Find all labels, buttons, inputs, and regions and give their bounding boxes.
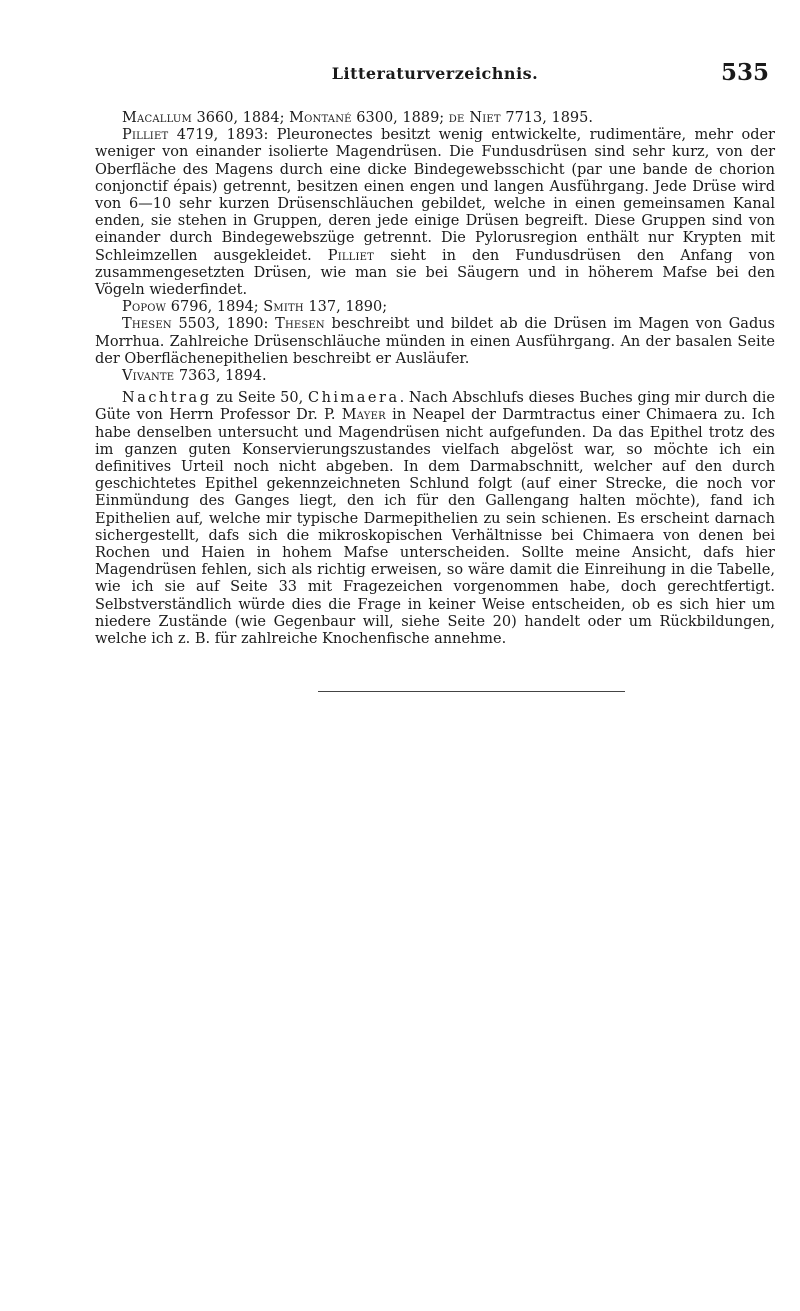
body-text (95, 110, 775, 648)
nachtrag-heading: Nachtrag (122, 390, 212, 407)
nachtrag-paragraph: Nachtrag zu Seite 50, Chimaera. Nach Abschlufs dieses Buches ging mir durch die Güte von Herrn Professor Dr. P. Mayer in Neapel der Darmtractus einer Chimaera zu. Ich habe denselben untersucht und Magendrüsen nicht aufgefunden. Da das Epithel trotz des im ganzen guten Konservierungszustandes vielfach abgelöst war, so möchte ich ein definitives Urteil noch nicht abgeben. In dem Darmabschnitt, welcher auf den durch geschichtetes Epithel gekennzeichneten Schlund folgt (auf einer Strecke, die noch vor Einmündung des Ganges liegt, den ich für den Gallengang halten möchte), fand ich Epithelien auf, welche mir typische Darmepithelien zu sein schienen. Es erscheint darnach sichergestellt, dafs sich die mikroskopischen Verhältnisse bei Chimaera von denen bei Rochen und Haien in hohem Mafse unterscheiden. Sollte meine Ansicht, dafs hier Magendrüsen fehlen, sich als richtig erweisen, so wäre damit die Einreihung in die Tabelle, wie ich sie auf Seite 33 mit Fragezeichen vorgenommen habe, doch gerechtfertigt. Selbstverständlich würde dies die Frage in keiner Weise entscheiden, ob es sich hier um niedere Zustände (wie Gegenbaur will, siehe Seite 20) handelt oder um Rückbildungen, welche ich z. B. für zahlreiche Knochenfische annehme. (95, 390, 775, 648)
author-name: de Niet (448, 110, 501, 126)
author-name: Mayer (341, 407, 386, 424)
author-name: Thesen (122, 316, 172, 333)
author-name: Popow (122, 299, 167, 316)
author-name: Pilliet (122, 127, 169, 144)
running-title: Litteraturverzeichnis. (331, 64, 539, 83)
reference-entry: Macallum 3660, 1884; Montané 6300, 1889; de Niet 7713, 1895. (122, 110, 593, 126)
author-name: Thesen (275, 316, 325, 333)
author-name: Pilliet (327, 247, 375, 264)
reference-entry: Vivante 7363, 1894. (122, 368, 267, 385)
author-name: Macallum (122, 110, 192, 126)
reference-entry: Pilliet 4719, 1893: Pleuronectes besitzt wenig entwickelte, rudimentäre, mehr oder weniger von einander isolierte Magendrüsen. Die Fundusdrüsen sind sehr kurz, von der Oberfläche des Magens durch eine dicke Bindegewebsschicht (par une bande de chorion conjonctif épais) getrennt, besitzen einen engen und langen Ausführgang. Jede Drüse wird von 6—10 sehr kurzen Drüsenschläuchen gebildet, welche in einen gemeinsamen Kanal enden, sie stehen in Gruppen, deren jede einige Drüsen begreift. Diese Gruppen sind von einander durch Bindegewebszüge getrennt. Die Pylorusregion enthält nur Krypten mit Schleimzellen ausgekleidet. Pilliet sieht in den Fundusdrüsen den Anfang von zusammengesetzten Drüsen, wie man sie bei Säugern und in höherem Mafse bei den Vögeln wiederfindet. (95, 127, 775, 299)
author-name: Smith (263, 299, 304, 316)
author-name: Vivante (122, 368, 175, 385)
section-divider (318, 691, 625, 692)
page-header (95, 59, 775, 92)
reference-entry: Popow 6796, 1894; Smith 137, 1890; (122, 299, 388, 316)
page-number: 535 (720, 59, 769, 86)
chimaera-term: Chimaera (307, 390, 400, 407)
author-name: Montané (289, 110, 352, 126)
reference-entry: Thesen 5503, 1890: Thesen beschreibt und bildet ab die Drüsen im Magen von Gadus Morrhua. Zahlreiche Drüsenschläuche münden in einen Ausführgang. An der basalen Seite der Oberflächenepithelien beschreibt er Ausläufer. (95, 316, 776, 367)
